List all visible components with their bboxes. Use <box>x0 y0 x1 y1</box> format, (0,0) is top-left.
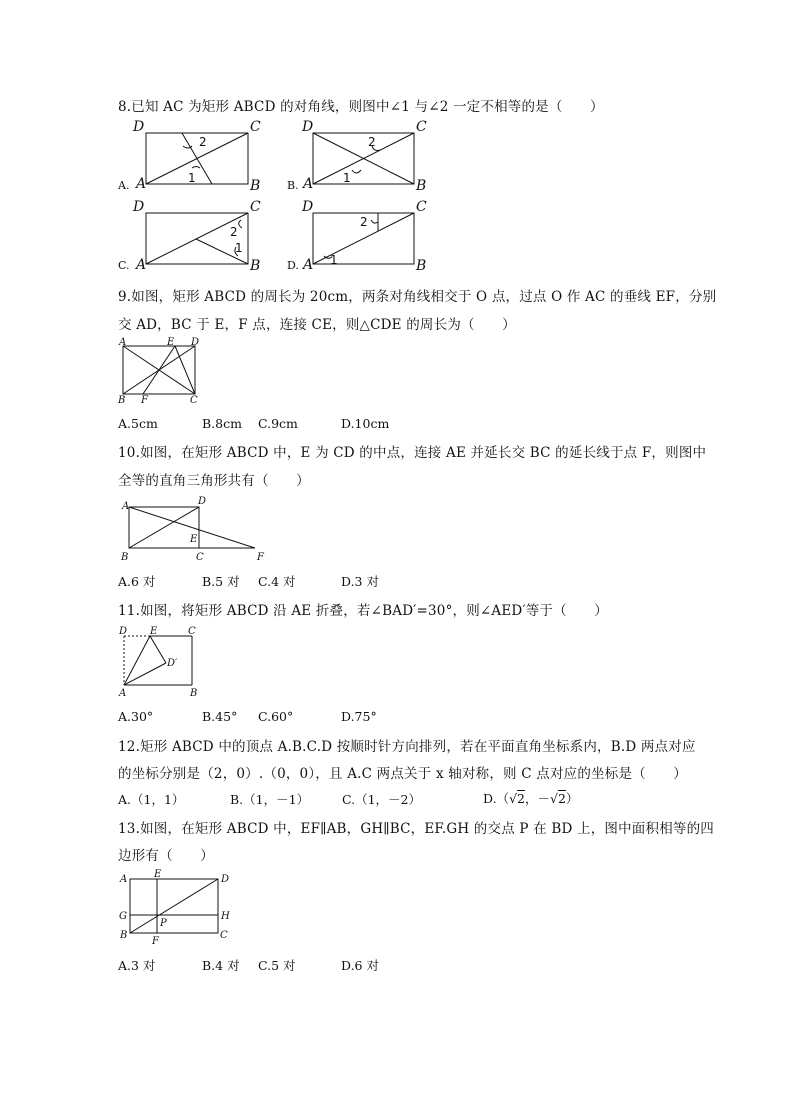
q9-label-b: B <box>118 395 126 406</box>
q9-line2: 交 AD，BC 于 E，F 点，连接 CE，则△CDE 的周长为（ ） <box>118 317 516 333</box>
q10-label-a: A <box>122 501 130 512</box>
q8b-label-c: C <box>416 119 427 135</box>
q9-label-c: C <box>190 395 198 406</box>
q13-option-d[interactable]: D.6 对 <box>341 958 379 973</box>
q13-label-g: G <box>119 911 127 922</box>
q8c-angle-1: 1 <box>235 241 243 255</box>
q8c-option: C. <box>118 259 130 272</box>
q12-option-d-suffix: ） <box>565 791 579 806</box>
q10-label-b: B <box>121 552 129 563</box>
q8a-label-a: A <box>136 176 147 192</box>
q8a-option: A. <box>118 179 130 192</box>
q9-label-e: E <box>167 337 175 348</box>
q13-option-c[interactable]: C.5 对 <box>258 958 296 973</box>
q8b-option: B. <box>287 179 299 192</box>
q13-line2: 边形有（ ） <box>118 848 214 864</box>
q13-line1: 13.如图，在矩形 ABCD 中，EF∥AB，GH∥BC，EF.GH 的交点 P 在 BD 上，图中面积相等的四 <box>118 821 714 837</box>
q13-option-a[interactable]: A.3 对 <box>118 958 156 973</box>
q8c-label-b: B <box>250 258 261 274</box>
q11-label-c: C <box>188 626 196 637</box>
q12-option-d-prefix: D.（ <box>483 791 510 806</box>
q8c-angle-2: 2 <box>230 225 238 239</box>
q13-label-e: E <box>154 869 162 880</box>
q13-label-c: C <box>220 930 228 941</box>
q11-label-b: B <box>190 688 198 699</box>
q10-label-f: F <box>257 552 264 563</box>
q13-label-a: A <box>120 874 128 885</box>
q10-line1: 10.如图，在矩形 ABCD 中，E 为 CD 的中点，连接 AE 并延长交 BC 的延长线于点 F，则图中 <box>118 445 707 461</box>
q11-option-b[interactable]: B.45° <box>202 709 238 724</box>
sqrt-icon: √ <box>550 791 558 806</box>
q12-line1: 12.矩形 ABCD 中的顶点 A.B.C.D 按顺时针方向排列，若在平面直角坐标系内，B.D 两点对应 <box>118 739 696 755</box>
q8b-label-d: D <box>302 119 314 135</box>
q12-line2: 的坐标分别是（2，0）.（0，0），且 A.C 两点关于 x 轴对称，则 C 点对应的坐标是（ ） <box>118 766 687 782</box>
q13-label-h: H <box>221 911 230 922</box>
q9-option-d[interactable]: D.10cm <box>341 416 390 431</box>
q13-label-f: F <box>152 936 159 947</box>
q8c-label-a: A <box>136 257 147 273</box>
q9-label-a: A <box>119 337 127 348</box>
q11-label-d: D <box>119 626 128 637</box>
q8d-angle-1: 1 <box>330 253 338 267</box>
q12-option-d-mid: ，－ <box>524 791 550 806</box>
q9-option-a[interactable]: A.5cm <box>118 416 158 431</box>
q8d-option: D. <box>287 259 299 272</box>
q10-label-c: C <box>196 552 204 563</box>
q11-label-dprime: D′ <box>167 658 178 669</box>
q8-text: 8.已知 AC 为矩形 ABCD 的对角线，则图中∠1 与∠2 一定不相等的是（ ） <box>118 99 604 115</box>
q10-option-b[interactable]: B.5 对 <box>202 574 240 589</box>
sqrt-icon: √ <box>509 791 518 806</box>
q10-option-c[interactable]: C.4 对 <box>258 574 296 589</box>
q10-option-a[interactable]: A.6 对 <box>118 574 156 589</box>
q8b-angle-1: 1 <box>343 171 351 185</box>
q11-option-d[interactable]: D.75° <box>341 709 377 724</box>
q9-line1: 9.如图，矩形 ABCD 的周长为 20cm，两条对角线相交于 O 点，过点 O 作 AC 的垂线 EF，分别 <box>118 289 717 305</box>
q12-option-a[interactable]: A.（1，1） <box>118 792 185 807</box>
q8d-label-d: D <box>302 199 314 215</box>
q8a-label-c: C <box>250 119 261 135</box>
q8d-label-a: A <box>303 257 314 273</box>
q12-option-d-radicand2: 2 <box>557 791 566 806</box>
q8d-label-b: B <box>416 258 427 274</box>
q11-line1: 11.如图，将矩形 ABCD 沿 AE 折叠，若∠BAD′=30°，则∠AED′等于（ ） <box>118 603 608 619</box>
q12-option-d-radicand1: 2 <box>517 791 525 806</box>
q10-label-e: E <box>190 534 198 545</box>
q13-label-d: D <box>221 874 230 885</box>
q9-option-c[interactable]: C.9cm <box>258 416 298 431</box>
q8b-label-a: A <box>303 176 314 192</box>
q11-option-c[interactable]: C.60° <box>258 709 294 724</box>
q8a-angle-1: 1 <box>188 171 196 185</box>
q11-label-a: A <box>119 688 127 699</box>
q8b-label-b: B <box>416 178 427 194</box>
q11-label-e: E <box>150 626 158 637</box>
q11-option-a[interactable]: A.30° <box>118 709 154 724</box>
q13-label-b: B <box>120 930 128 941</box>
q10-label-d: D <box>198 496 207 507</box>
q8d-angle-2: 2 <box>360 215 368 229</box>
q8c-label-c: C <box>250 199 261 215</box>
q8a-label-b: B <box>250 178 261 194</box>
q13-label-p: P <box>160 918 167 929</box>
q8a-angle-2: 2 <box>199 135 207 149</box>
q13-option-b[interactable]: B.4 对 <box>202 958 240 973</box>
q9-option-b[interactable]: B.8cm <box>202 416 242 431</box>
q9-label-f: F <box>141 395 148 406</box>
q8b-angle-2: 2 <box>368 135 376 149</box>
q8a-label-d: D <box>133 119 145 135</box>
q10-line2: 全等的直角三角形共有（ ） <box>118 473 310 489</box>
q9-label-d: D <box>191 337 200 348</box>
q8d-label-c: C <box>416 199 427 215</box>
q12-option-b[interactable]: B.（1，－1） <box>230 792 310 807</box>
q12-option-c[interactable]: C.（1，－2） <box>342 792 421 807</box>
q10-option-d[interactable]: D.3 对 <box>341 574 379 589</box>
q8c-label-d: D <box>133 199 145 215</box>
